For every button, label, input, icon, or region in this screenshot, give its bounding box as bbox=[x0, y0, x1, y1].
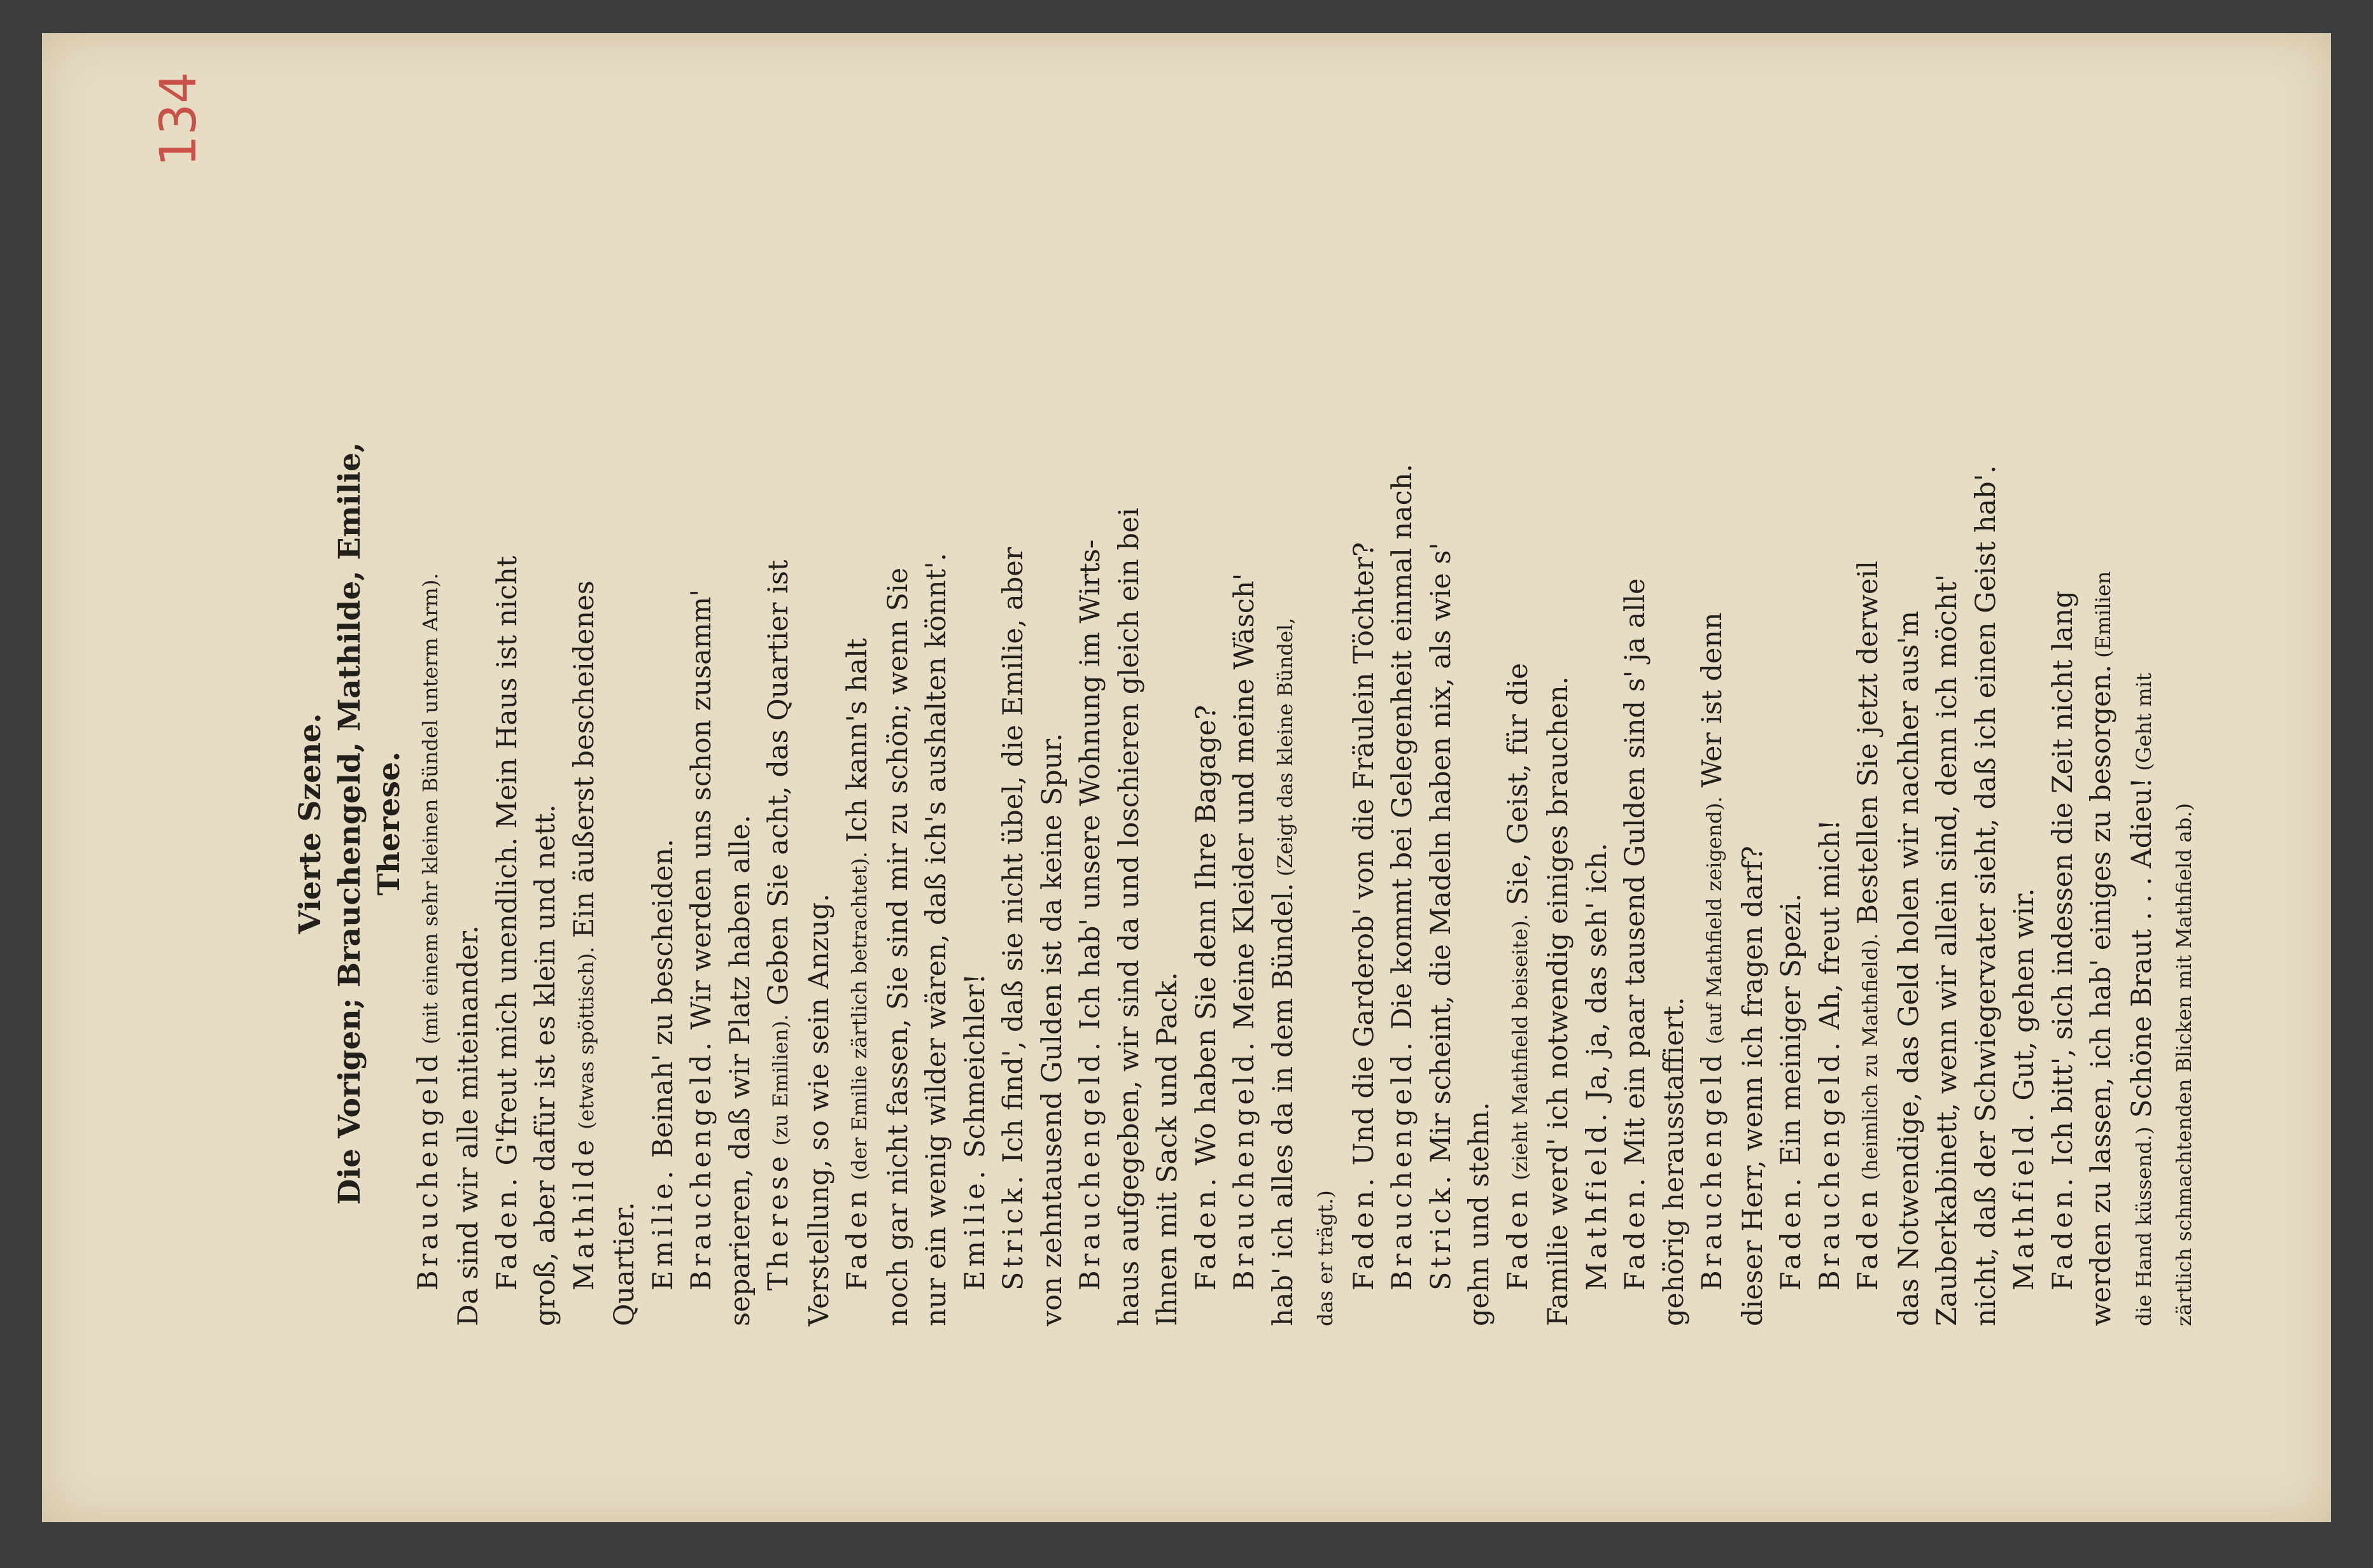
speaker-name: Brauchengeld. bbox=[1386, 1038, 1418, 1291]
text-line bbox=[800, 321, 839, 1326]
spoken-text: separieren, daß wir Platz haben alle. bbox=[724, 815, 756, 1326]
spoken-text: Ich hab' unsere Wohnung im Wirts- bbox=[1074, 539, 1106, 1039]
text-line bbox=[644, 321, 683, 1326]
cast-list-line-1: Die Vorigen; Brauchengeld, Mathilde, Emilie, bbox=[332, 442, 367, 1205]
text-line bbox=[2163, 321, 2204, 1326]
stage-direction: (der Emilie zärtlich betrachtet). bbox=[847, 851, 871, 1187]
scene-title: Vierte Szene. bbox=[293, 713, 328, 934]
text-line bbox=[721, 321, 760, 1326]
spoken-text: Wer ist denn bbox=[1696, 612, 1728, 797]
text-line bbox=[1148, 321, 1187, 1326]
stage-direction: zärtlich schmachtenden Blicken mit Mathfield ab.) bbox=[2172, 802, 2196, 1326]
text-line bbox=[1264, 321, 1305, 1326]
text-line bbox=[1655, 321, 1694, 1326]
spoken-text: nicht, daß der Schwiegervater sieht, daß ich einen Geist hab'. bbox=[1969, 465, 2002, 1326]
spoken-text: Ihnen mit Sack und Pack. bbox=[1151, 972, 1183, 1326]
stage-direction: (mit einem sehr kleinen Bündel unterm Arm). bbox=[418, 573, 442, 1051]
stage-direction: (auf Mathfield zeigend). bbox=[1702, 796, 1726, 1051]
spoken-text: Ich find', daß sie nicht übel, die Emilie, aber bbox=[997, 547, 1029, 1172]
stage-direction: (heimlich zu Mathfield). bbox=[1858, 933, 1882, 1187]
text-line bbox=[838, 321, 879, 1326]
spoken-text: Gut, gehen wir. bbox=[2008, 888, 2040, 1110]
text-line bbox=[1890, 321, 1929, 1326]
spoken-text: werden zu lassen, ich hab' einiges zu besorgen. bbox=[2085, 664, 2117, 1326]
spoken-text: Schöne Braut . . . Adieu! bbox=[2125, 777, 2158, 1127]
text-line bbox=[1460, 321, 1499, 1326]
text-line bbox=[1967, 321, 2006, 1326]
text-line bbox=[1539, 321, 1578, 1326]
speaker-name: Mathfield. bbox=[1581, 1109, 1613, 1291]
spoken-text: Wo haben Sie denn Ihre Bagage? bbox=[1190, 704, 1222, 1175]
spoken-text: von zehntausend Gulden ist da keine Spur. bbox=[1036, 732, 1068, 1326]
spoken-text: haus aufgegeben, wir sind da und loschieren gleich ein bei bbox=[1113, 507, 1145, 1326]
text-line bbox=[565, 321, 606, 1326]
speaker-name: Faden. bbox=[1619, 1174, 1651, 1291]
speaker-name: Faden bbox=[1852, 1186, 1884, 1291]
spoken-text: Bestellen Sie jetzt derweil bbox=[1852, 561, 1884, 934]
stage-direction: das er trägt.) bbox=[1313, 1190, 1337, 1326]
text-line bbox=[1811, 321, 1850, 1326]
text-line bbox=[1345, 321, 1384, 1326]
speaker-name: Faden bbox=[1502, 1186, 1534, 1291]
speaker-name: Brauchengeld. bbox=[1813, 1038, 1846, 1291]
speaker-name: Faden bbox=[841, 1186, 873, 1291]
text-line bbox=[956, 321, 995, 1326]
text-line bbox=[1734, 321, 1773, 1326]
spoken-text: groß, aber dafür ist es klein und nett. bbox=[530, 804, 561, 1326]
cast-list-line-2: Therese. bbox=[371, 751, 407, 896]
stage-direction: (zieht Mathfield beiseite). bbox=[1507, 914, 1532, 1187]
speaker-name: Mathilde bbox=[568, 1135, 600, 1291]
speaker-name: Therese bbox=[763, 1152, 794, 1291]
stage-direction: (etwas spöttisch). bbox=[574, 946, 598, 1136]
speaker-name: Faden. bbox=[1775, 1174, 1807, 1291]
text-line bbox=[409, 321, 450, 1326]
text-line bbox=[1772, 321, 1811, 1326]
text-line bbox=[2044, 321, 2083, 1326]
text-line bbox=[1071, 321, 1110, 1326]
spoken-text: Ein äußerst bescheidenes bbox=[568, 580, 600, 947]
spoken-text: Verstellung, so wie sein Anzug. bbox=[803, 893, 835, 1326]
spoken-text: Wir werden uns schon zusamm' bbox=[686, 589, 717, 1039]
stage-direction: (zu Emilien). bbox=[768, 1014, 792, 1152]
spoken-text: Ein meiniger Spezi. bbox=[1775, 893, 1807, 1175]
spoken-text: Und die Garderob' von die Fräulein Töchter? bbox=[1348, 542, 1380, 1175]
speaker-name: Brauchengeld. bbox=[1229, 1038, 1260, 1291]
text-line bbox=[1422, 321, 1461, 1326]
spoken-text: nur ein wenig wilder wären, daß ich's aushalten könnt'. bbox=[920, 552, 952, 1326]
speaker-name: Faden. bbox=[2046, 1174, 2079, 1291]
spoken-text: Ich bitt', sich indessen die Zeit nicht lang bbox=[2046, 591, 2079, 1175]
text-line bbox=[2123, 321, 2164, 1326]
text-line bbox=[605, 321, 644, 1326]
text-line bbox=[1578, 321, 1617, 1326]
stage-direction: (Emilien bbox=[2091, 571, 2115, 665]
spoken-text: das Notwendige, das Geld holen wir nachher aus'm bbox=[1892, 610, 1925, 1326]
text-line bbox=[2005, 321, 2044, 1326]
stage-direction: (Zeigt das kleine Bündel, bbox=[1272, 617, 1297, 883]
speaker-name: Brauchengeld. bbox=[686, 1038, 717, 1291]
text-line bbox=[488, 321, 527, 1326]
spoken-text: Familie werd' ich notwendig einiges brauchen. bbox=[1542, 676, 1574, 1326]
spoken-text: Ich kann's halt bbox=[841, 638, 873, 851]
text-line bbox=[449, 321, 488, 1326]
folio-number: 134 bbox=[150, 72, 208, 167]
speaker-name: Faden. bbox=[1190, 1174, 1222, 1291]
spoken-text: Mit ein paar tausend Gulden sind s' ja alle bbox=[1619, 578, 1651, 1175]
text-line bbox=[526, 321, 565, 1326]
speaker-name: Brauchengeld bbox=[1696, 1051, 1728, 1291]
spoken-text: Quartier. bbox=[609, 1201, 640, 1326]
spoken-text: Ja, ja, das seh' ich. bbox=[1581, 843, 1613, 1110]
stage-direction: (Geht mit bbox=[2131, 673, 2156, 778]
document-page bbox=[42, 33, 2331, 1522]
speaker-name: Faden. bbox=[1348, 1174, 1380, 1291]
text-line bbox=[879, 321, 918, 1326]
spoken-text: Zauberkabinett, wenn wir allein sind, denn ich möcht' bbox=[1931, 574, 1963, 1326]
spoken-text: Geben Sie acht, das Quartier ist bbox=[763, 559, 794, 1014]
spoken-text: noch gar nicht fassen, Sie sind mir zu schön; wenn Sie bbox=[882, 567, 914, 1326]
speaker-name: Strick. bbox=[997, 1172, 1029, 1291]
text-line bbox=[1225, 321, 1264, 1326]
speaker-name: Brauchengeld. bbox=[1074, 1038, 1106, 1291]
speaker-name: Strick. bbox=[1425, 1172, 1457, 1291]
speaker-name: Mathfield. bbox=[2008, 1109, 2040, 1291]
text-line bbox=[2082, 321, 2123, 1326]
text-line bbox=[1187, 321, 1226, 1326]
spoken-text: Beinah' zu bescheiden. bbox=[647, 839, 679, 1167]
text-line bbox=[1499, 321, 1540, 1326]
spoken-text: Meine Kleider und meine Wäsch' bbox=[1229, 573, 1260, 1039]
stage-direction: die Hand küssend.) bbox=[2131, 1126, 2156, 1326]
text-line bbox=[994, 321, 1033, 1326]
text-line bbox=[682, 321, 721, 1326]
text-line bbox=[1110, 321, 1149, 1326]
spoken-text: gehörig herausstaffiert. bbox=[1658, 997, 1690, 1326]
speaker-name: Faden. bbox=[491, 1174, 523, 1291]
spoken-text: Ah, freut mich! bbox=[1813, 819, 1846, 1039]
spoken-text: Sie, Geist, für die bbox=[1502, 662, 1534, 914]
text-line bbox=[1033, 321, 1072, 1326]
speaker-name: Emilie. bbox=[959, 1166, 991, 1291]
text-line bbox=[1616, 321, 1655, 1326]
speaker-name: Brauchengeld bbox=[412, 1051, 444, 1291]
spoken-text: hab' ich alles da in dem Bündel. bbox=[1267, 883, 1299, 1326]
spoken-text: Die kommt bei Gelegenheit einmal nach. bbox=[1386, 463, 1418, 1039]
spoken-text: dieser Herr, wenn ich fragen darf? bbox=[1736, 846, 1769, 1326]
spoken-text: G'freut mich unendlich. Mein Haus ist nicht bbox=[491, 556, 523, 1175]
text-line bbox=[1383, 321, 1422, 1326]
spoken-text: gehn und stehn. bbox=[1463, 1102, 1495, 1326]
speaker-name: Emilie. bbox=[647, 1166, 679, 1291]
text-line bbox=[759, 321, 800, 1326]
text-line bbox=[1304, 321, 1345, 1326]
spoken-text: Da sind wir alle miteinander. bbox=[453, 925, 484, 1326]
spoken-text: Schmeichler! bbox=[959, 973, 991, 1167]
printed-text-block bbox=[292, 321, 2239, 1326]
dialogue bbox=[409, 321, 2204, 1326]
text-line bbox=[1693, 321, 1734, 1326]
text-line bbox=[917, 321, 956, 1326]
spoken-text: Mir scheint, die Madeln haben nix, als wie s' bbox=[1425, 542, 1457, 1172]
text-line bbox=[1928, 321, 1967, 1326]
text-line bbox=[1849, 321, 1890, 1326]
